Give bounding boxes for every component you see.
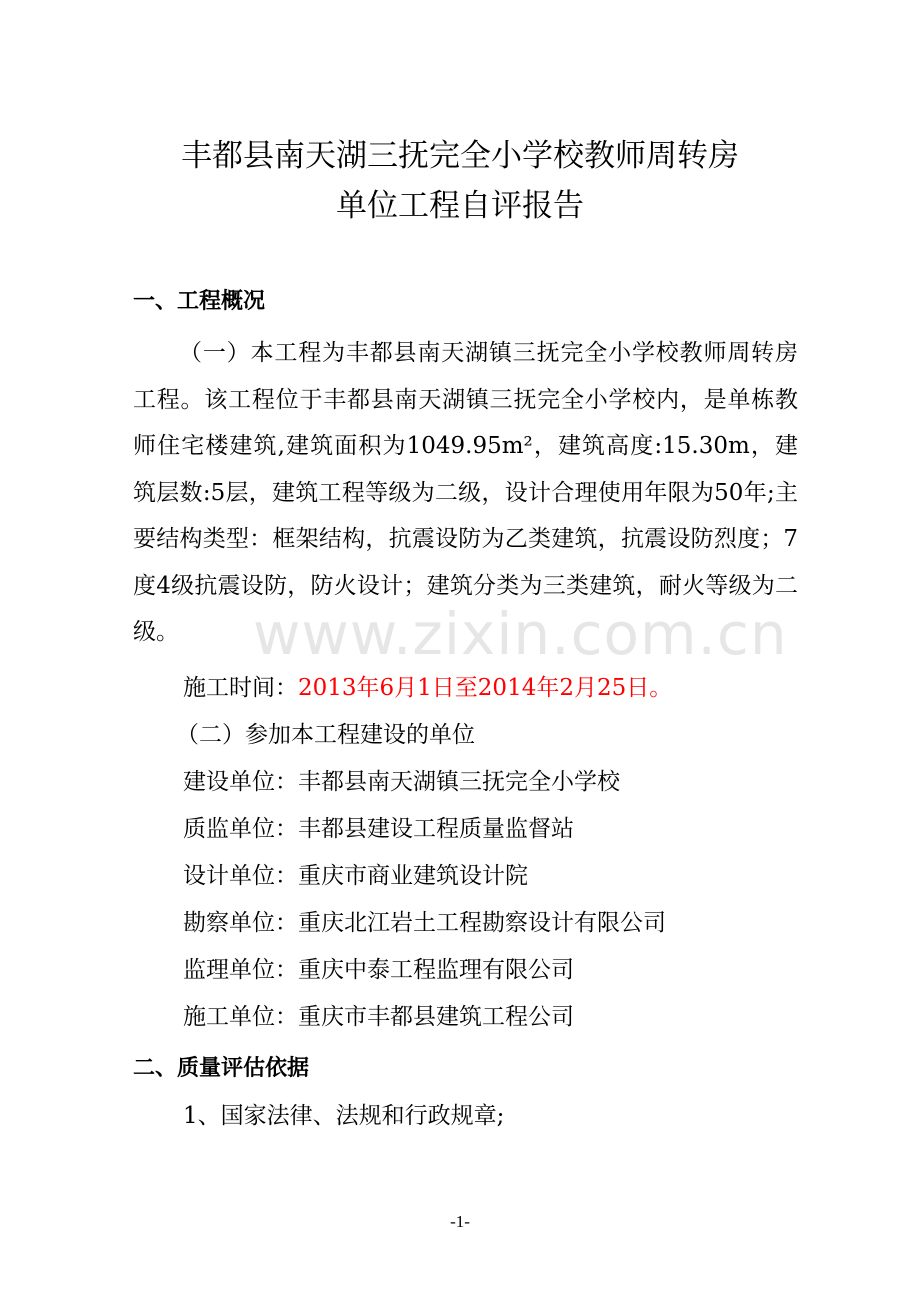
basis-item-1: 1、国家法律、法规和行政规章; — [183, 1103, 505, 1129]
unit-line-contractor — [183, 1001, 574, 1033]
unit-label: 监理单位： — [183, 957, 298, 983]
unit-label: 质监单位： — [183, 816, 298, 842]
unit-label: 设计单位： — [183, 863, 298, 889]
unit-line-supervision — [183, 954, 574, 986]
project-overview-paragraph: （一）本工程为丰都县南天湖镇三抚完全小学校教师周转房工程。该工程位于丰都县南天湖镇三抚完全小学校内，是单栋教师住宅楼建筑,建筑面积为1049.95m²，建筑高度:15.30m，建筑层数:5层，建筑工程等级为二级，设计合理使用年限为50年;主要结构类型：框架结构，抗震设防为乙类建筑，抗震设防烈度；7度4级抗震设防，防火设计；建筑分类为三类建筑，耐火等级为二级。 — [133, 340, 798, 645]
page-number: -1- — [450, 1212, 470, 1231]
section-1-heading: 一、工程概况 — [133, 289, 266, 314]
unit-value: 丰都县建设工程质量监督站 — [298, 816, 574, 842]
document-title-line-2: 单位工程自评报告 — [336, 188, 584, 224]
construction-time-line — [183, 672, 672, 704]
participating-units-subheading: （二）参加本工程建设的单位 — [176, 722, 475, 748]
document-title-line-1: 丰都县南天湖三抚完全小学校教师周转房 — [181, 138, 739, 174]
watermark: www.zixin.com.cn — [253, 600, 788, 668]
unit-label: 勘察单位： — [183, 910, 298, 936]
unit-line-construction — [183, 766, 620, 798]
unit-line-quality-supervision — [183, 813, 574, 845]
unit-label: 施工单位： — [183, 1004, 298, 1030]
unit-line-design — [183, 860, 528, 892]
unit-value: 重庆中泰工程监理有限公司 — [298, 957, 574, 983]
unit-value: 丰都县南天湖镇三抚完全小学校 — [298, 769, 620, 795]
unit-value: 重庆市商业建筑设计院 — [298, 863, 528, 889]
unit-label: 建设单位： — [183, 769, 298, 795]
unit-value: 重庆北江岩土工程勘察设计有限公司 — [298, 910, 666, 936]
unit-line-survey — [183, 907, 666, 939]
unit-value: 重庆市丰都县建筑工程公司 — [298, 1004, 574, 1030]
construction-time-label: 施工时间： — [183, 675, 298, 701]
section-2-heading: 二、质量评估依据 — [133, 1056, 310, 1081]
construction-time-value: 2013年6月1日至2014年2月25日。 — [298, 675, 673, 701]
